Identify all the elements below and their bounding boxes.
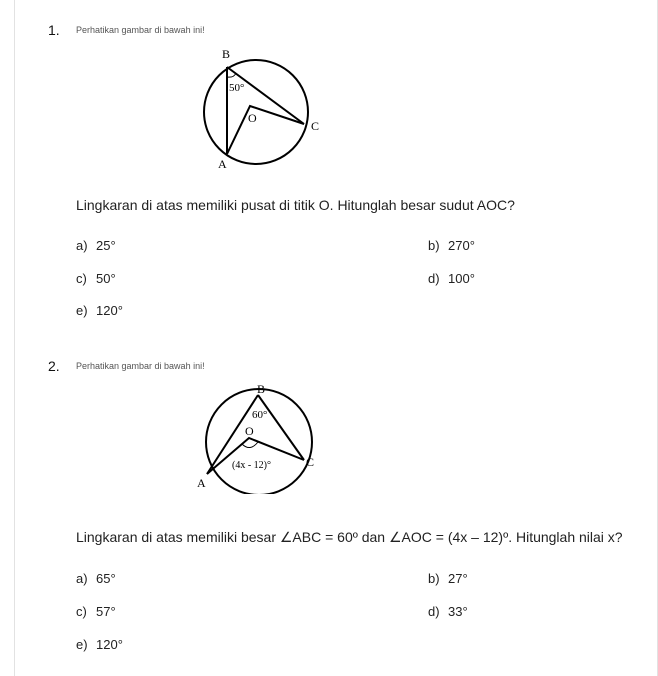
option-c[interactable]: c) 57° <box>76 604 116 619</box>
circle-figure-1 <box>194 44 328 174</box>
page-left-border <box>14 0 15 676</box>
question-text: Lingkaran di atas memiliki pusat di titik O. Hitunglah besar sudut AOC? <box>76 197 515 213</box>
label-o: O <box>248 111 257 125</box>
question-text: Lingkaran di atas memiliki besar ∠ABC = 60º dan ∠AOC = (4x – 12)º. Hitunglah nilai x? <box>76 529 623 545</box>
option-c[interactable]: c) 50° <box>76 271 116 286</box>
radii-aoc <box>227 106 304 154</box>
label-o: O <box>245 424 254 438</box>
label-c: C <box>311 119 320 133</box>
label-a: A <box>197 476 206 490</box>
option-d[interactable]: d) 33° <box>428 604 468 619</box>
question-instruction: Perhatikan gambar di bawah ini! <box>76 361 205 371</box>
question-number: 2. <box>48 358 60 374</box>
option-d[interactable]: d) 100° <box>428 271 475 286</box>
option-a[interactable]: a) 25° <box>76 238 116 253</box>
label-b: B <box>257 382 266 396</box>
question-number: 1. <box>48 22 60 38</box>
option-e[interactable]: e) 120° <box>76 303 123 318</box>
option-a[interactable]: a) 65° <box>76 571 116 586</box>
angle-label: 50° <box>229 82 245 94</box>
circle-figure-2 <box>192 380 328 494</box>
question-instruction: Perhatikan gambar di bawah ini! <box>76 25 205 35</box>
label-a: A <box>218 157 227 171</box>
angle-label-b: 60° <box>252 409 268 421</box>
label-b: B <box>222 47 231 61</box>
option-b[interactable]: b) 270° <box>428 238 475 253</box>
angle-label-o: (4x - 12)° <box>232 460 271 471</box>
option-b[interactable]: b) 27° <box>428 571 468 586</box>
option-e[interactable]: e) 120° <box>76 637 123 652</box>
label-c: C <box>306 455 315 469</box>
